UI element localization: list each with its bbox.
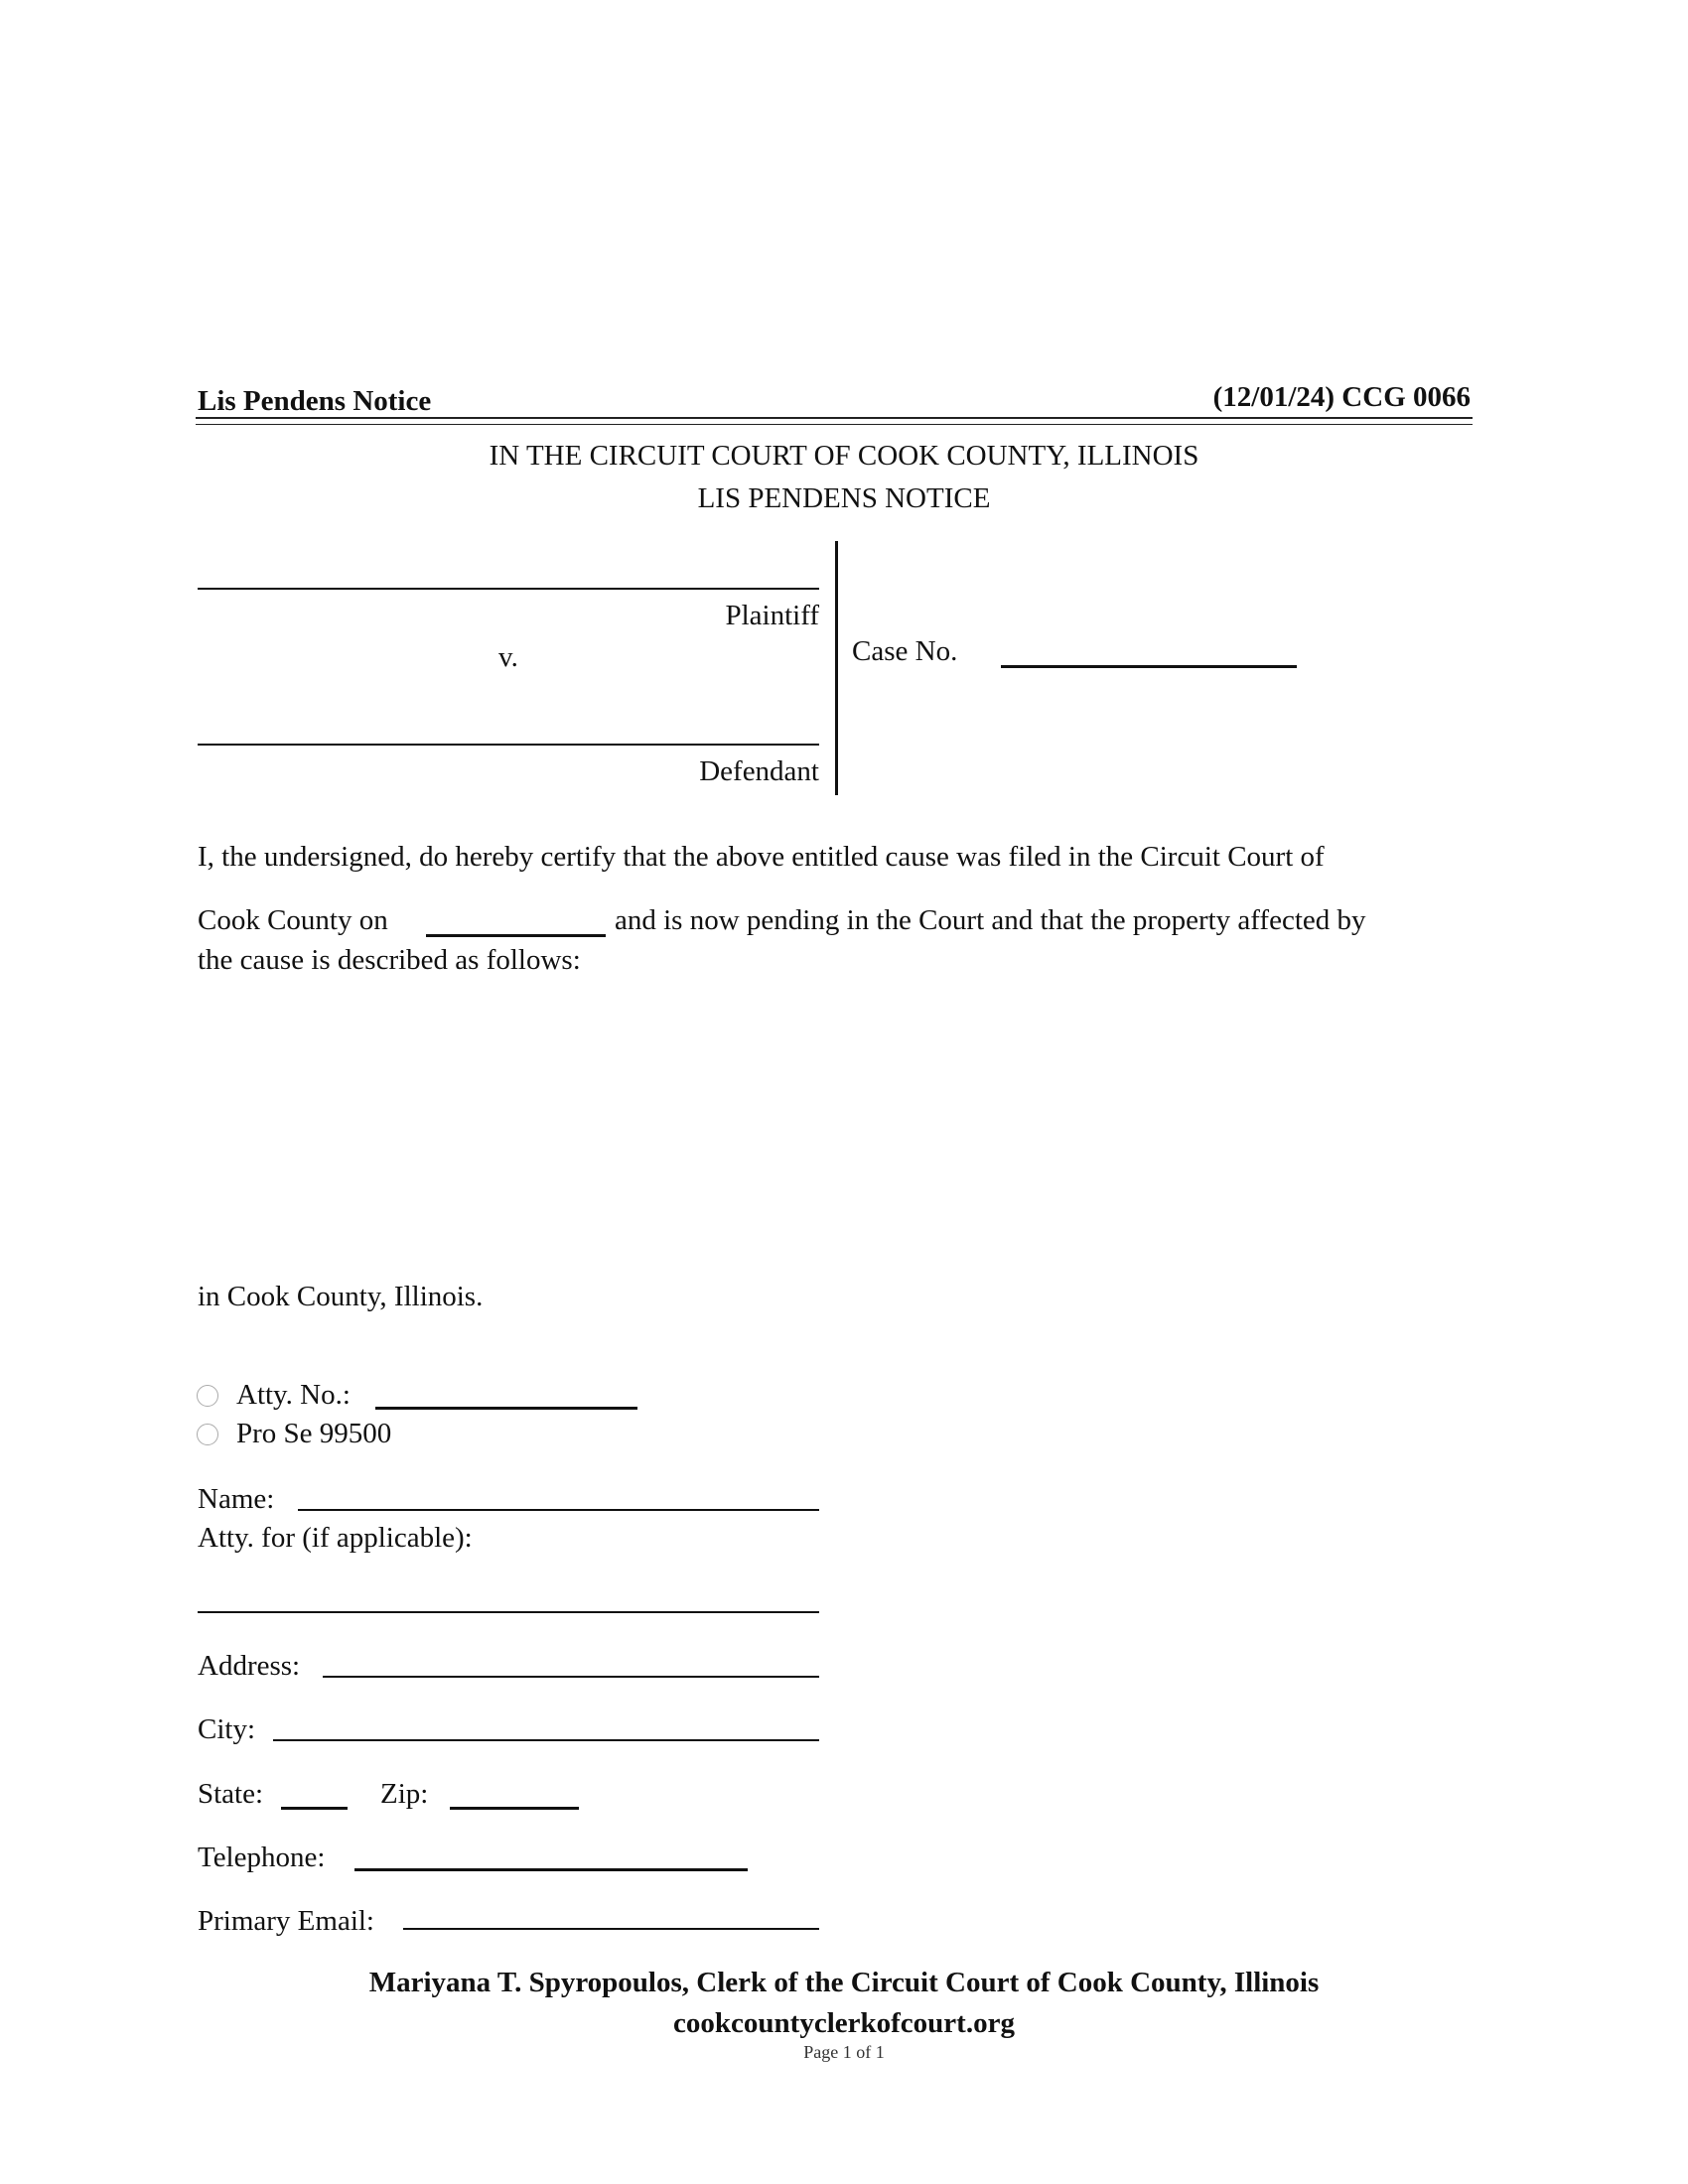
- plaintiff-label: Plaintiff: [725, 600, 819, 631]
- email-label: Primary Email:: [198, 1905, 374, 1937]
- city-label: City:: [198, 1713, 256, 1745]
- telephone-field[interactable]: [354, 1868, 748, 1871]
- certification-line-2-end: and is now pending in the Court and that the property affected by: [615, 904, 1366, 936]
- case-no-label: Case No.: [852, 635, 958, 667]
- certification-line-2-start: Cook County on: [198, 904, 388, 936]
- versus-label: v.: [498, 641, 518, 673]
- atty-no-field[interactable]: [375, 1407, 637, 1410]
- certification-line-3: the cause is described as follows:: [198, 944, 581, 976]
- caption-divider: [835, 541, 838, 795]
- property-description-field[interactable]: [198, 993, 1469, 1261]
- state-label: State:: [198, 1778, 264, 1810]
- website-footer: cookcountyclerkofcourt.org: [673, 2007, 1015, 2039]
- atty-no-radio[interactable]: [197, 1385, 218, 1407]
- filing-date-field[interactable]: [426, 934, 606, 937]
- certification-line-1: I, the undersigned, do hereby certify that the above entitled cause was filed in the Circuit Court of: [198, 841, 1325, 873]
- state-field[interactable]: [281, 1807, 348, 1810]
- form-code: (12/01/24) CCG 0066: [1212, 381, 1471, 413]
- pro-se-label: Pro Se 99500: [236, 1418, 392, 1449]
- header-rule-bottom: [196, 424, 1473, 425]
- email-field[interactable]: [403, 1928, 819, 1930]
- header-rule-top: [196, 417, 1473, 419]
- plaintiff-field[interactable]: [198, 588, 819, 590]
- defendant-label: Defendant: [699, 755, 819, 787]
- zip-label: Zip:: [380, 1778, 429, 1810]
- address-field[interactable]: [323, 1676, 819, 1678]
- telephone-label: Telephone:: [198, 1842, 326, 1873]
- atty-no-label: Atty. No.:: [236, 1379, 351, 1411]
- atty-for-label: Atty. for (if applicable):: [198, 1522, 473, 1554]
- address-label: Address:: [198, 1650, 301, 1682]
- pro-se-radio[interactable]: [197, 1424, 218, 1445]
- city-field[interactable]: [273, 1739, 819, 1741]
- clerk-footer: Mariyana T. Spyropoulos, Clerk of the Circuit Court of Cook County, Illinois: [368, 1967, 1320, 1998]
- atty-for-field[interactable]: [198, 1611, 819, 1613]
- form-name: Lis Pendens Notice: [198, 385, 432, 417]
- name-label: Name:: [198, 1483, 275, 1515]
- zip-field[interactable]: [450, 1807, 579, 1810]
- notice-title: LIS PENDENS NOTICE: [697, 482, 991, 514]
- name-field[interactable]: [298, 1509, 819, 1511]
- court-title: IN THE CIRCUIT COURT OF COOK COUNTY, ILLINOIS: [489, 440, 1199, 472]
- page-number: Page 1 of 1: [803, 2042, 885, 2062]
- defendant-field[interactable]: [198, 744, 819, 746]
- closing-text: in Cook County, Illinois.: [198, 1281, 484, 1312]
- case-no-field[interactable]: [1001, 665, 1297, 668]
